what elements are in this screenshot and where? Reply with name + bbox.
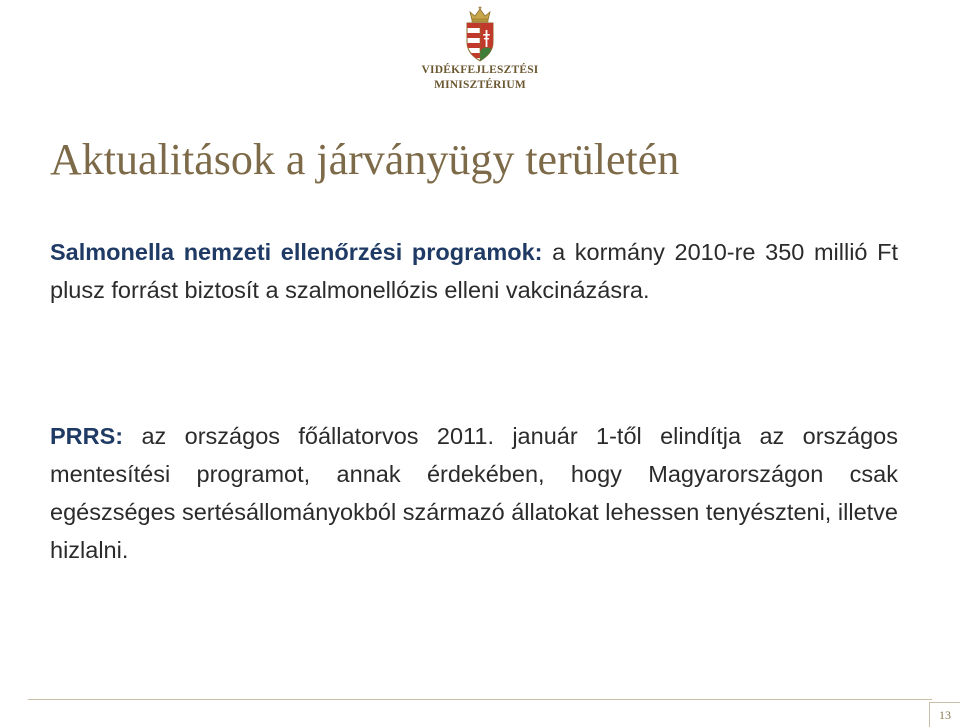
paragraph-lead: Salmonella nemzeti ellenőrzési programok: xyxy=(50,239,543,265)
footer-divider xyxy=(28,699,932,700)
ministry-name-line-1: VIDÉKFEJLESZTÉSI xyxy=(421,64,539,76)
hungarian-coat-of-arms-icon xyxy=(463,6,497,62)
paragraph-prrs xyxy=(50,417,898,569)
page-number: 13 xyxy=(929,702,960,727)
slide-title: Aktualitások a járványügy területén xyxy=(50,135,680,184)
paragraph-lead: PRRS: xyxy=(50,423,124,449)
paragraph-text: az országos főállatorvos 2011. január 1-től elindítja az országos mentesítési programot, annak érdekében, hogy Magyarországon csak egészséges sertésállományokból származó állatokat lehessen tenyészteni, illetve hizlalni. xyxy=(50,423,898,563)
paragraph-text: a kormány 2010-re 350 millió Ft plusz forrást biztosít a szalmonellózis elleni vakcinázásra. xyxy=(50,239,898,303)
ministry-name-line-2: MINISZTÉRIUM xyxy=(434,79,526,91)
paragraph-salmonella xyxy=(50,233,898,309)
ministry-logo xyxy=(420,6,540,92)
